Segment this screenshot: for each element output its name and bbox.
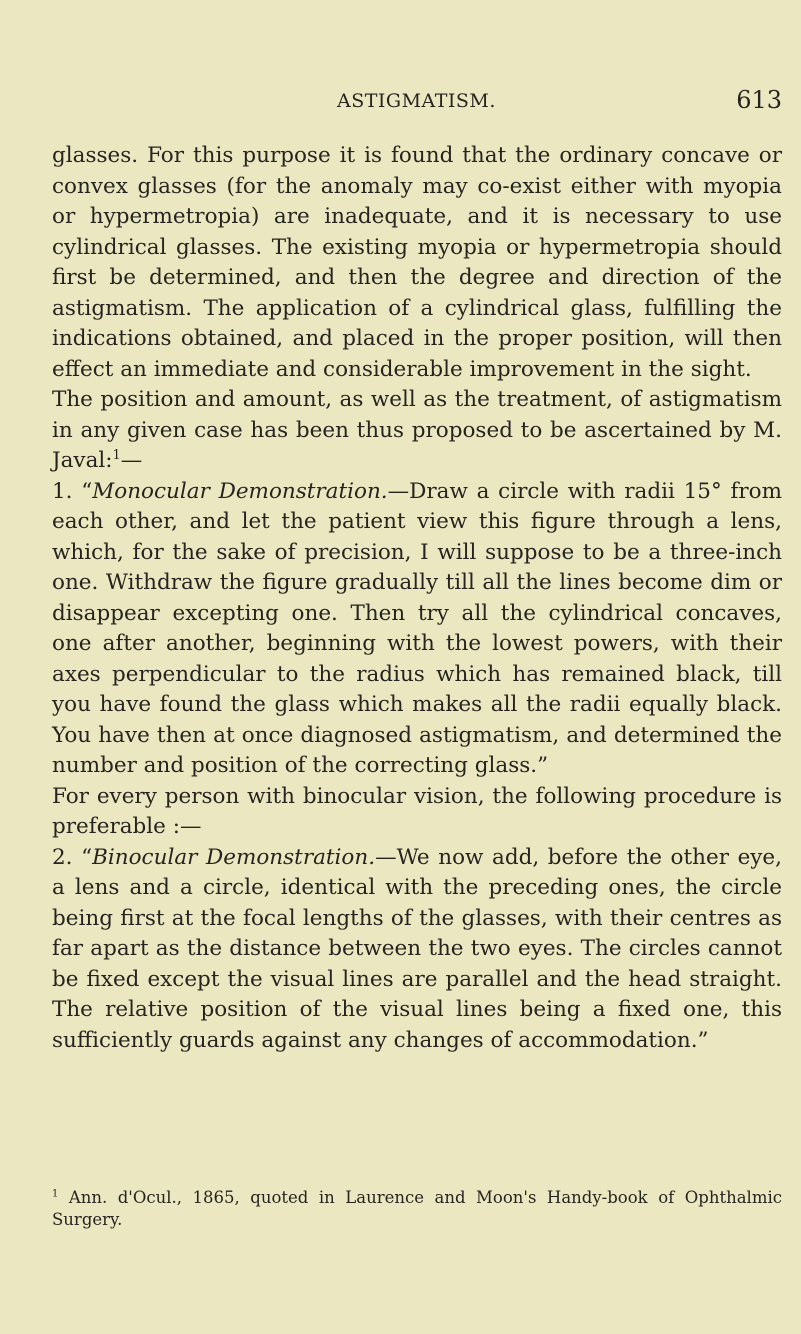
- paragraph-2: [52, 385, 782, 477]
- footnote: [52, 1187, 782, 1231]
- paragraph-3-heading: Monocular Demonstration.: [92, 478, 388, 504]
- paragraph-2-dash: —: [120, 448, 143, 473]
- paragraph-3-lead: 1. “: [52, 478, 93, 504]
- page-number: 613: [736, 86, 782, 114]
- running-title: ASTIGMATISM.: [337, 90, 496, 112]
- paragraph-4: For every person with binocular vision, the following procedure is preferable :—: [52, 783, 782, 839]
- paragraph-1: glasses. For this purpose it is found that the ordinary concave or convex glasses (for the anomaly may co-exist either with myopia or hypermetropia) are inadequate, and it is necessary to use cylindrical glasses. The existing myopia or hypermetropia should first be determined, and then the degree and direction of the astigmatism. The application of a cylindrical glass, fulfilling the indications obtained, and placed in the proper position, will then effect an immediate and considerable improvement in the sight.: [52, 143, 782, 382]
- paragraph-5: [52, 843, 782, 1057]
- paragraph-2-text: The position and amount, as well as the treatment, of astigmatism in any given case has been thus proposed to be ascertained by M. Javal:: [52, 387, 782, 473]
- paragraph-5-heading: Binocular Demonstration.: [92, 844, 376, 870]
- paragraph-5-lead: 2. “: [52, 844, 93, 870]
- footnote-reference: 1: [112, 447, 121, 463]
- body-text: [52, 141, 782, 1056]
- footnote-marker: 1: [52, 1188, 59, 1200]
- paragraph-3-text: —Draw a circle with radii 15° from each other, and let the patient view this figure through a lens, which, for the sake of precision, I will suppose to be a three-inch one. Withdraw the figure gradually till all the lines become dim or disappear excepting one. Then try all the cylindrical concaves, one after another, beginning with the lowest powers, with their axes perpendicular to the radius which has remained black, till you have found the glass which makes all the radii equally black. You have then at once diagnosed astigmatism, and determined the number and position of the correcting glass.”: [52, 478, 783, 778]
- footnote-text: Ann. d'Ocul., 1865, quoted in Laurence and Moon's Handy-book of Ophthalmic Surgery.: [52, 1188, 782, 1229]
- paragraph-5-text: —We now add, before the other eye, a lens and a circle, identical with the preceding ones, the circle being first at the focal lengths of the glasses, with their centres as far apart as the distance between the two eyes. The circles cannot be fixed except the visual lines are parallel and the head straight. The relative position of the visual lines being a fixed one, this sufficiently guards against any changes of accommodation.”: [52, 844, 782, 1053]
- running-head: [52, 86, 782, 120]
- paragraph-3: [52, 477, 782, 782]
